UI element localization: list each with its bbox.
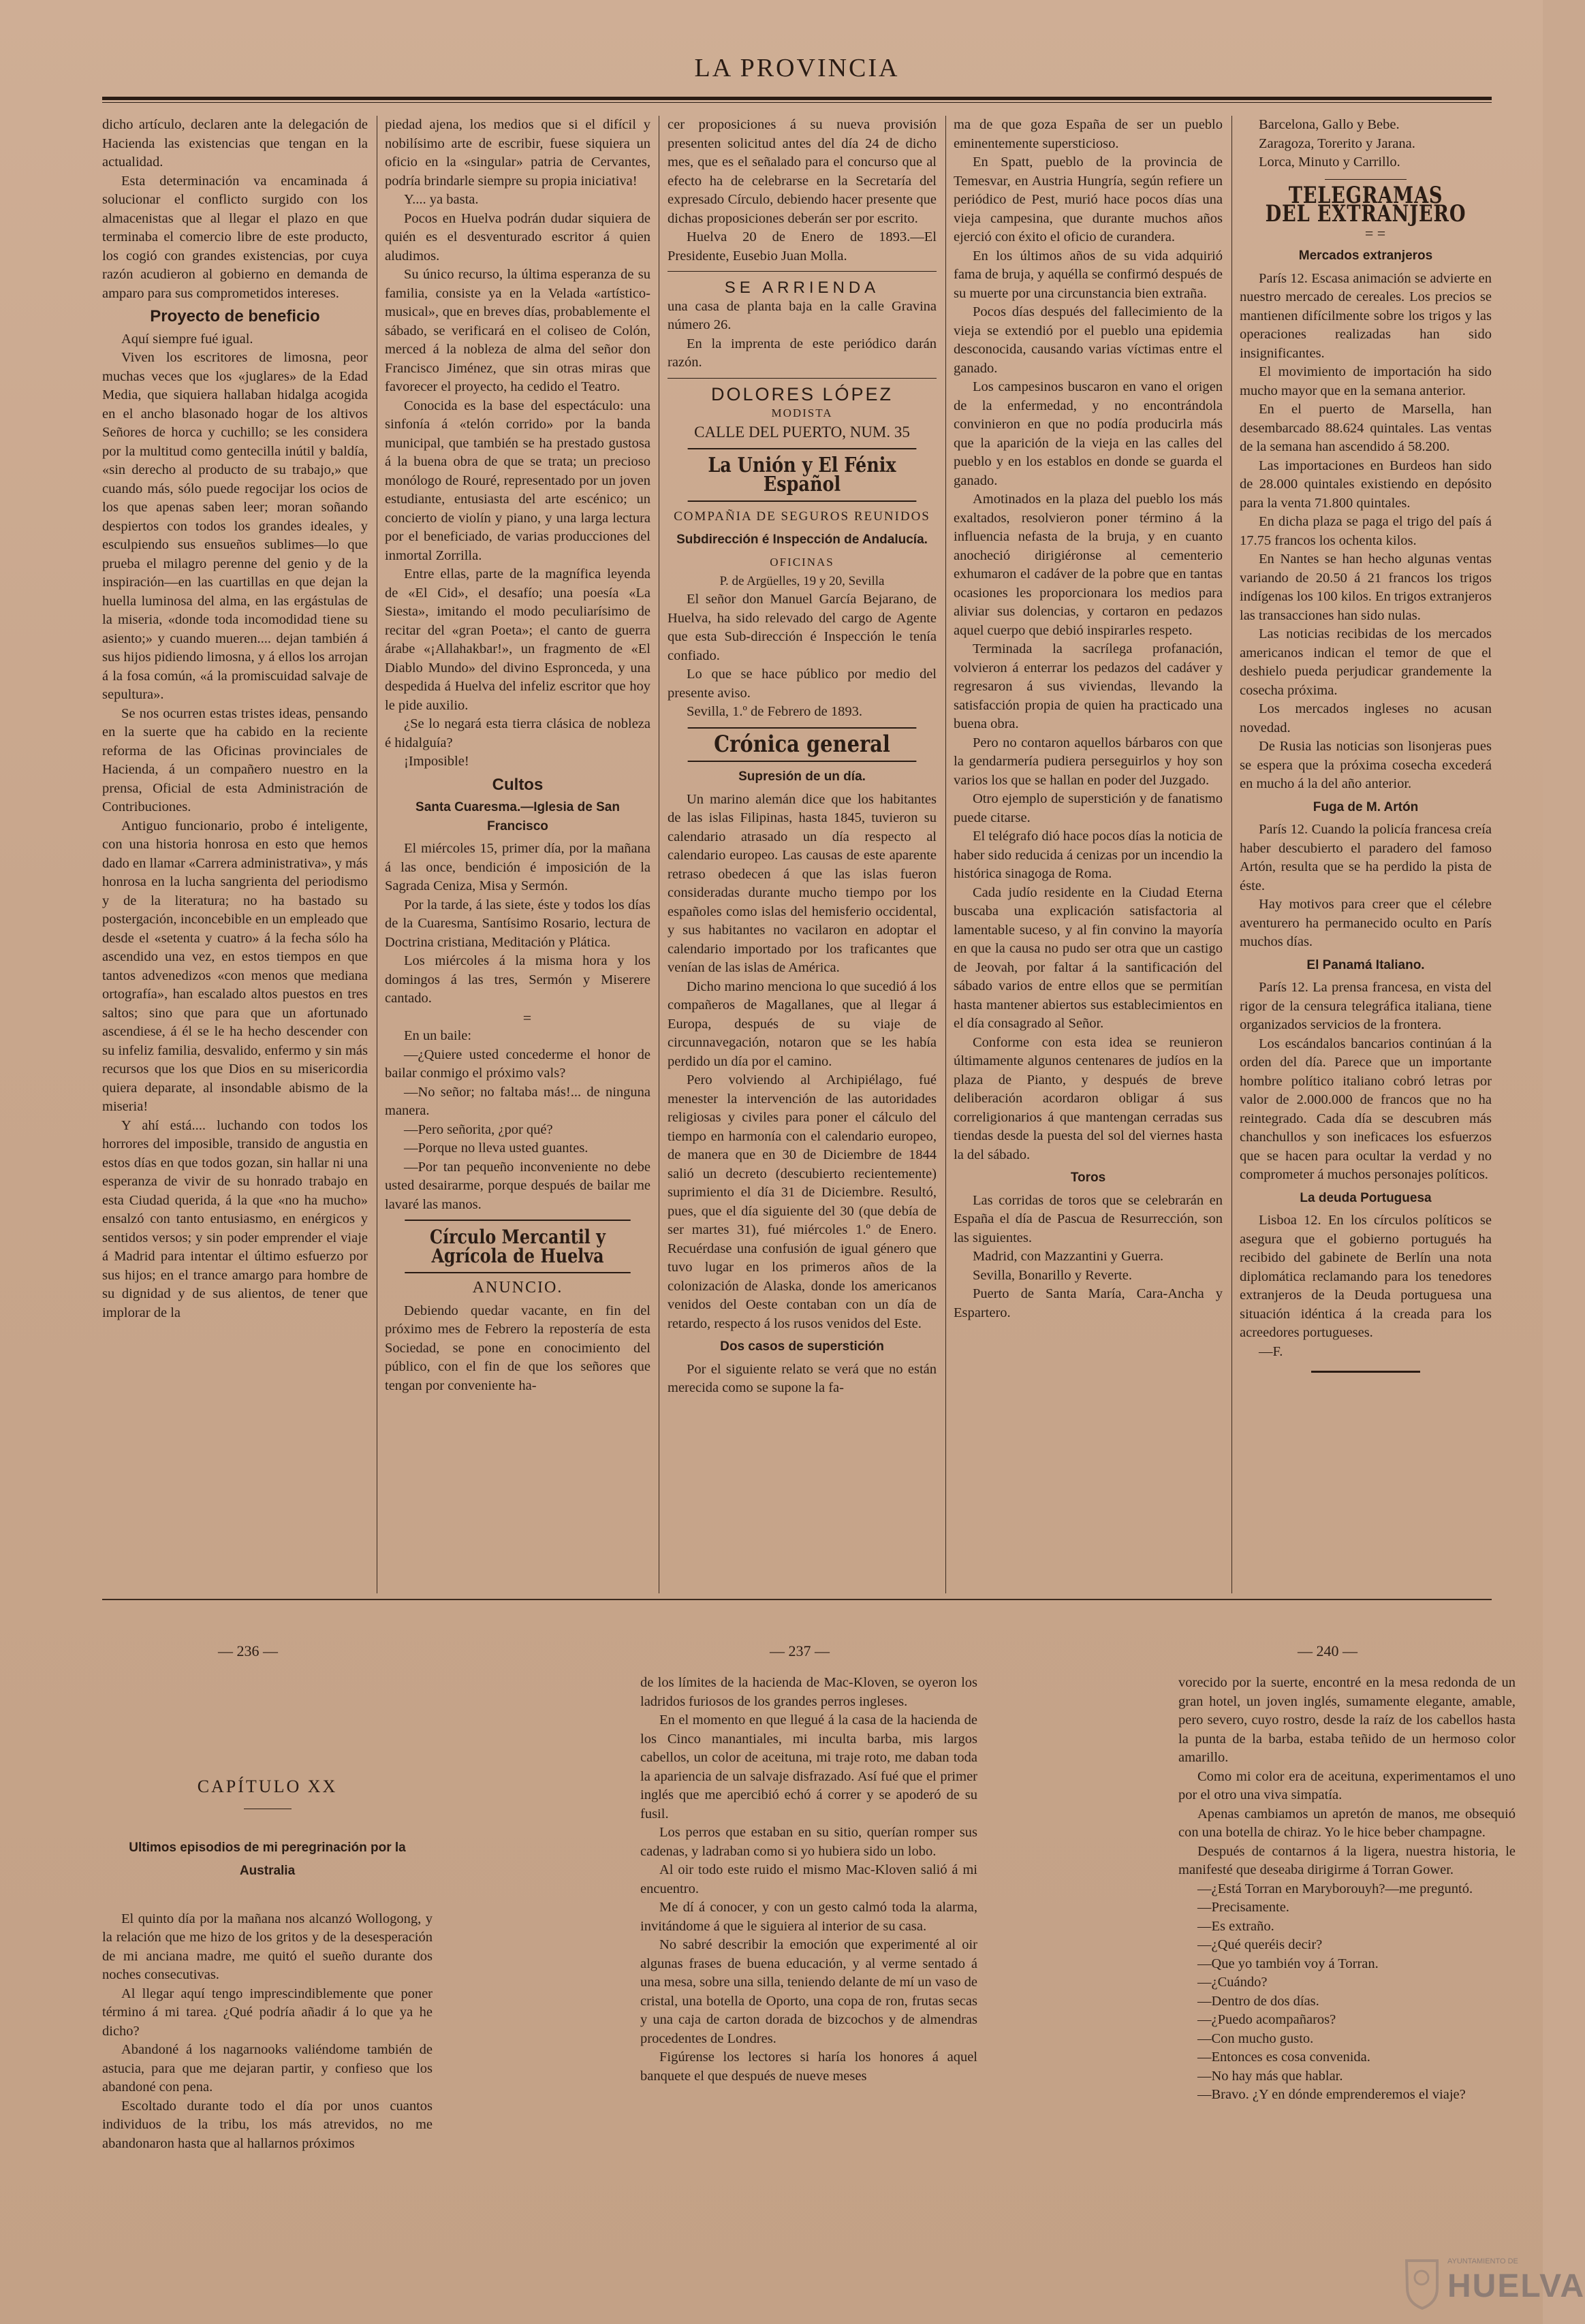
paragraph: Por la tarde, á las siete, éste y todos los días de la Cuaresma, Santísimo Rosario, lectura de Doctrina cristiana, Meditación y Plática. — [385, 897, 650, 950]
masthead-rule — [102, 97, 1492, 100]
divider — [1325, 179, 1407, 180]
serial-column-left — [102, 1668, 433, 2281]
signature: —F. — [1259, 1343, 1283, 1359]
column-4 — [954, 116, 1223, 1593]
section-banner: Círculo Mercantil y Agrícola de Huelva — [405, 1220, 631, 1273]
page-number: — 237 — — [770, 1642, 830, 1659]
column-3 — [668, 116, 937, 1593]
list-item: Madrid, con Mazzantini y Guerra. — [973, 1249, 1164, 1264]
ad-role: MODISTA — [771, 407, 833, 419]
paragraph: Como mi color era de aceituna, experimentamos el uno por el otro una viva simpatía. — [1178, 1768, 1516, 1802]
paragraph: Pocos en Huelva podrán dudar siquiera de quién es el desventurado escritor á quien aludimos. — [385, 210, 650, 264]
paragraph: Pero no contaron aquellos bárbaros con que la gendarmería pudiera perseguirlos y hoy son varios los que se hallan en poder del Juzgado. — [954, 735, 1223, 788]
dialogue-line: —Entonces es cosa convenida. — [1197, 2050, 1370, 2065]
sub-heading: Toros — [1070, 1171, 1106, 1185]
sub-heading: Santa Cuaresma.—Iglesia de San Francisco — [415, 800, 620, 833]
ad-name: DOLORES LÓPEZ — [710, 383, 894, 404]
paragraph: Apenas cambiamos un apretón de manos, me obsequió con una botella de chiraz. Yo le hice beber champagne. — [1178, 1806, 1516, 1840]
paragraph: una casa de planta baja en la calle Gravina número 26. — [668, 298, 937, 332]
paragraph: Los perros que estaban en su sitio, querían romper sus cadenas, y ladraban como si yo hubiera sido un lobo. — [640, 1825, 977, 1859]
paragraph: En la imprenta de este periódico darán razón. — [668, 336, 937, 370]
paragraph: Abandoné á los nagarnooks valiéndome también de astucia, para que me dejaran partir, y confieso que los abandoné con pena. — [102, 2042, 433, 2095]
watermark-small-text: AYUNTAMIENTO DE — [1447, 2257, 1518, 2265]
section-heading: ANUNCIO. — [472, 1279, 563, 1296]
section-banner: TELEGRAMAS DEL EXTRANJERO — [1265, 181, 1466, 227]
section-banner: Crónica general — [688, 727, 917, 763]
list-item: Puerto de Santa María, Cara-Ancha y Espartero. — [954, 1286, 1223, 1320]
sub-heading: Supresión de un día. — [738, 769, 866, 784]
column-1 — [102, 116, 368, 1593]
paragraph: Entre ellas, parte de la magnífica leyenda de «El Cid», el desafío; una poesía «La Siesta», imitando el modo peculiarísimo de recitar del «gran Poeta»; el canto de guerra árabe «¡Allahakbar!», un fragmento de «El Diablo Mundo» del divino Espronceda, y una despedida á Huelva del infeliz escritor que hoy le pide auxilio. — [385, 567, 650, 713]
paragraph: Figúrense los lectores si haría los honores á aquel banquete el que después de nueve meses — [640, 2050, 977, 2084]
paragraph: Los campesinos buscaron en vano el origen de la enfermedad, y no encontrándola convinieron en que no podía producirla más que la aparición de la vieja en las calles del pueblo y en los establos en donde se guarda el ganado. — [954, 379, 1223, 488]
paragraph: Esta determinación va encaminada á solucionar el conflicto surgido con los almacenistas que al llegar el plazo en que terminaba el comercio libre de este producto, los cogió con grandes existencias, por cuya razón acudieron al gobierno en demanda de amparo para sus comprometidos intereses. — [102, 173, 368, 301]
paragraph: Al llegar aquí tengo imprescindiblemente que poner término á mi tarea. ¿Qué podría añadir á lo que ya he dicho? — [102, 1986, 433, 2039]
paragraph: Pocos días después del fallecimiento de la vieja se extendió por el pueblo una epidemia desconocida, causando varias víctimas entre el ganado. — [954, 304, 1223, 376]
divider — [668, 378, 937, 379]
paragraph: Su único recurso, la última esperanza de su familia, consiste ya en la Velada «artístico-musical», que en breves días, probablemente el sábado, se verificará en el coliseo de Colón, merced á la nobleza de alma del señor don Francisco Jiménez, que sin otras miras que favorecer el proyecto, ha cedido el Teatro. — [385, 267, 650, 394]
divider — [1311, 1371, 1420, 1373]
paragraph: En Nantes se han hecho algunas ventas variando de 20.50 á 21 francos los trigos indígenas los 100 kilos. En trigos extranjeros las transacciones han sido nulas. — [1240, 552, 1492, 623]
sub-heading: Fuga de M. Artón — [1313, 799, 1419, 814]
watermark-text: HUELVA — [1447, 2268, 1585, 2304]
chapter-heading: Ultimos episodios de mi peregrinación por la Australia — [129, 1840, 406, 1878]
paragraph: Amotinados en la plaza del pueblo los más exaltados, resolvieron poner término á la influencia nefasta de la bruja, y en cuanto anocheció dirigiéronse al cementerio exhumaron el cadáver de la pobre que en tantas ocasiones les proporcionara los medios para aliviar sus dolencias, y cortaron en pedazos aquel cuerpo que debió inspirarles respeto. — [954, 492, 1223, 638]
paragraph: cer proposiciones á su nueva provisión presenten solicitud antes del día 24 de dicho mes, que es el señalado para el concurso que al efecto ha de celebrarse en la Secretaría del expresado Círculo, debiendo hacer presente que dichas proposiciones deberán ser por escrito. — [668, 117, 937, 226]
paragraph: —Porque no lleva usted guantes. — [404, 1141, 589, 1156]
page-number: — 236 — — [218, 1642, 278, 1659]
ad-address: CALLE DEL PUERTO, NUM. 35 — [694, 423, 910, 441]
paragraph: —Por tan pequeño inconveniente no debe usted desairarme, porque después de bailar me lavaré las manos. — [385, 1159, 650, 1212]
paragraph: En Spatt, pueblo de la provincia de Temesvar, en Austria Hungría, según refiere un periódico de Pest, murió hace pocos días una vieja campesina, que durante muchos años ejerció con éxito el oficio de curandera. — [954, 155, 1223, 244]
paragraph: de los límites de la hacienda de Mac-Kloven, se oyeron los ladridos furiosos de los grandes perros ingleses. — [640, 1675, 977, 1709]
masthead-rule-thin — [102, 102, 1492, 103]
paragraph: Y.... ya basta. — [404, 192, 479, 207]
paragraph: Huelva 20 de Enero de 1893.—El Presidente, Eusebio Juan Molla. — [668, 229, 937, 264]
sub-heading: Subdirección é Inspección de Andalucía. — [676, 532, 928, 547]
ad-title: SE ARRIENDA — [724, 278, 880, 297]
paragraph: ¿Se lo negará esta tierra clásica de nobleza é hidalguía? — [385, 716, 650, 750]
dialogue-line: —¿Puedo acompañaros? — [1197, 2012, 1336, 2027]
paragraph: Viven los escritores de limosna, peor muchas veces que los «juglares» de la Edad Media, que siquiera hallaban hidalga acogida en el ancho blasonado hogar de los altivos Señores de horca y cuchillo; se les considera por la multitud como gentecilla inútil y baldía, «sin derecho al producto de su trabajo,» que cuando más, sólo puede regocijar los ocios de los que apenas saben leer; moran soñando despiertos con todos los grandes ideales, y esculpiendo sus ensueños sublimes—lo que prueba el milagro perenne del genio y de la inspiración—en las cuartillas en que dejan la huella luminosa del alma, en las ergástulas de la miseria, «donde toda incomodidad tiene su asiento;» y cuando mueren.... dejan también á sus hijos pidiendo limosna, y á ellos los arrojan á la fosa común, «á la promiscuidad salvaje de sepultura». — [102, 350, 368, 702]
divider — [668, 271, 937, 272]
ad-line: P. de Argüelles, 19 y 20, Sevilla — [719, 573, 885, 588]
paragraph: Y ahí está.... luchando con todos los horrores del imposible, transido de angustia en estos días en que todos gozan, sin hallar ni una esperanza de vivir de su honrado trabajo en esta Ciudad querida, á la que «no ha mucho» ensalzó con tanto entusiasmo, en enérgicos y sentidos versos; y sin poder emprender el viaje á Madrid para intentar el último esfuerzo por sus hijos; en el trance amargo para hombre de su dignidad y de sus alientos, de tener que implorar de la — [102, 1117, 368, 1320]
list-item: Barcelona, Gallo y Bebe. — [1259, 117, 1400, 132]
paragraph: En el puerto de Marsella, han desembarcado 88.624 quintales. Las ventas de la semana han ascendido á 58.200. — [1240, 402, 1492, 454]
paragraph: Las importaciones en Burdeos han sido de 28.000 quintales existiendo en depósito para la venta 71.800 quintales. — [1240, 458, 1492, 511]
paragraph: Aquí siempre fué igual. — [121, 331, 253, 347]
masthead: LA PROVINCIA — [694, 54, 900, 82]
paragraph: El quinto día por la mañana nos alcanzó Wollogong, y la relación que me hizo de los gritos y de la desesperación de mi anciana madre, me quitó el sueño durante dos noches consecutivas. — [102, 1911, 433, 1982]
paragraph: Escoltado durante todo el día por unos cuantos individuos de la tribu, los más atrevidos, no me abandonaron hasta que al hallarnos próximos — [102, 2098, 433, 2151]
paragraph: Se nos ocurren estas tristes ideas, pensando en la suerte que ha cabido en la reciente reforma de las Oficinas provinciales de Hacienda, á un compañero nuestro en la prensa, Oficial de esta Administración de Contribuciones. — [102, 705, 368, 814]
sub-heading: El Panamá Italiano. — [1306, 957, 1425, 972]
dialogue-line: —Bravo. ¿Y en dónde emprenderemos el viaje? — [1197, 2087, 1466, 2102]
list-item: Zaragoza, Torerito y Jarana. — [1259, 136, 1415, 151]
serial-column-right — [1178, 1674, 1516, 2287]
page-number: — 240 — — [1298, 1642, 1358, 1659]
paragraph: Otro ejemplo de superstición y de fanatismo puede citarse. — [954, 791, 1223, 825]
paragraph: Los escándalos bancarios continúan á la orden del día. Parece que un importante hombre político italiano cobró letras por valor de 2.000.000 de francos que no ha reintegrado. Cada día se descubren más chanchullos y son ineficaces los esfuerzos que se hacen para ocultar la verdad y no comprometer á muchos personajes políticos. — [1240, 1036, 1492, 1182]
paragraph: París 12. Escasa animación se advierte en nuestro mercado de cereales. Los precios se mantienen difícilmente sobre los trigos y las operaciones realizadas han sido insignificantes. — [1240, 270, 1492, 361]
paragraph: París 12. La prensa francesa, en vista del rigor de la censura telegráfica italiana, tiene organizados servicios de la frontera. — [1240, 980, 1492, 1032]
ad-line: OFICINAS — [770, 556, 834, 569]
paragraph: —¿Quiere usted concederme el honor de bailar conmigo el próximo vals? — [385, 1047, 650, 1081]
list-item: Sevilla, Bonarillo y Reverte. — [973, 1267, 1132, 1283]
sub-heading: Mercados extranjeros — [1298, 249, 1433, 263]
paragraph: En un baile: — [404, 1028, 472, 1043]
paragraph: Los miércoles á la misma hora y los domingos á las tres, Sermón y Miserere cantado. — [385, 953, 650, 1006]
paragraph: Conocida es la base del espectáculo: una sinfonía á «telón corrido» por la banda municipal, que también se ha prestado gustosa á la buena obra de que se trata; un precioso monólogo de Rouré, representado por un joven estudiante, entusiasta del arte escénico; un concierto de violín y piano, y una larga lectura por el beneficiado, de varias producciones del inmortal Zorrilla. — [385, 398, 650, 563]
paragraph: Conforme con esta idea se reunieron últimamente algunos centenares de judíos en la plaza de Pianto, y después de breve deliberación acordaron obligar á sus correligionarios á que mantengan cerradas sus tiendas desde la puesta del sol del viernes hasta la del sábado. — [954, 1034, 1223, 1162]
paragraph: Después de contarnos á la ligera, nuestra historia, le manifesté que deseaba dirigirme á Torran Gower. — [1178, 1843, 1516, 1877]
paragraph: De Rusia las noticias son lisonjeras pues se espera que la próxima cosecha excederá en mucho á la del año anterior. — [1240, 739, 1492, 791]
paragraph: Lisboa 12. En los círculos políticos se asegura que el gobierno portugués ha recibido del gabinete de Berlín una nota diplomática reclamando para los tenedores extranjeros de la Deuda portuguesa una situación idéntica á la creada para los acreedores portugueses. — [1240, 1213, 1492, 1340]
paragraph: Un marino alemán dice que los habitantes de las islas Filipinas, hasta 1845, tuvieron su calendario atrasado un día respecto al calendario europeo. Las causas de este aparente retraso obedecen á que las islas fueron consideradas durante mucho tiempo por los españoles como islas del hemisferio occidental, y sus habitantes no vacilaron en adoptar el calendario importado por los traficantes que venían de las islas de América. — [668, 791, 937, 975]
dialogue-line: —Con mucho gusto. — [1197, 2031, 1314, 2046]
paragraph: piedad ajena, los medios que si el difícil y nobilísimo arte de escribir, fuese siquiera un oficio en la «singular» patria de Cervantes, podría brindarle siempre su propia iniciativa! — [385, 117, 650, 189]
paragraph: —No señor; no faltaba más!... de ninguna manera. — [385, 1084, 650, 1118]
folletin-rule — [102, 1599, 1492, 1600]
dialogue-line: —¿Qué queréis decir? — [1197, 1937, 1323, 1952]
paragraph: Hay motivos para creer que el célebre aventurero ha permanecido oculto en París muchos días. — [1240, 897, 1492, 949]
dialogue-line: —Dentro de dos días. — [1197, 1993, 1319, 2009]
paragraph: Sevilla, 1.º de Febrero de 1893. — [687, 704, 862, 719]
paragraph: Debiendo quedar vacante, en fin del próximo mes de Febrero la repostería de esta Sociedad, se pone en conocimiento del público, con el fin de que los señores que tengan por conveniente ha- — [385, 1303, 650, 1393]
sub-heading: La deuda Portuguesa — [1300, 1190, 1432, 1205]
paragraph: En dicha plaza se paga el trigo del país á 17.75 francos los ochenta kilos. — [1240, 514, 1492, 548]
paragraph: El señor don Manuel García Bejarano, de Huelva, ha sido relevado del cargo de Agente que esta Sub-dirección é Inspección le tenía confiado. — [668, 592, 937, 663]
separator: = = — [1364, 224, 1386, 242]
dialogue-line: —Es extraño. — [1197, 1918, 1274, 1934]
paragraph: El miércoles 15, primer día, por la mañana á las once, bendición é imposición de la Sagrada Ceniza, Misa y Sermón. — [385, 841, 650, 893]
paragraph: Las noticias recibidas de los mercados americanos indican el temor de que el deshielo pueda perjudicar grandemente la cosecha próxima. — [1240, 626, 1492, 698]
paragraph: ¡Imposible! — [404, 754, 469, 769]
section-heading: Proyecto de beneficio — [150, 307, 320, 325]
column-2 — [385, 116, 650, 1593]
paragraph: No sabré describir la emoción que experimenté al oir algunas frases de buena educación, y al verme sentado á una mesa, sobre una silla, teniendo delante de mí un vaso de cristal, una botella de Oporto, una copa de ron, frutas secas y una caja de carton dorada de bizcochos y de almendras procedentes de Londres. — [640, 1937, 977, 2046]
paragraph: Pero volviendo al Archipiélago, fué menester la intervención de las autoridades religiosas y civiles para poner el cálculo del tiempo en harmonía con el calendario europeo, de manera que en 30 de Diciembre de 1844 salió un decreto (descubierto recientemente) suprimiento el día 31 de Diciembre. Resultó, pues, que el día siguiente del 30 (que debía de ser martes 31), fué miércoles 1.º de Enero. Recuérdase una confusión de igual género que tuvo lugar en los primeros años de la colonización de Alaska, donde los americanos venidos del Oeste contaban con un día de retardo, respecto á los rusos venidos del Este. — [668, 1072, 937, 1331]
paragraph: Antiguo funcionario, probo é inteligente, con una historia honrosa en esto que hemos dado en llamar «Carrera administrativa», y más honrosa en la lucha sangrienta del periodismo y de la literatura; no ha bastado su postergación, inconcebible en un empleado que desde el «setenta y cuatro» á la fecha sólo ha ascendido una vez, en estos tiempos en que tantos advenedizos «con menos que mediana ortografía», han escalado altos puestos en tres saltos; sino que para que un afortunado ascendiese, á él se le ha hecho descender con su infeliz familia, desvalido, enfermo y sin más recursos que los que Dios en su misericordia quiera deparate, al insondable abismo de la miseria! — [102, 818, 368, 1114]
section-heading: Cultos — [492, 775, 544, 794]
serial-column-middle — [640, 1674, 977, 2287]
paragraph: París 12. Cuando la policía francesa creía haber descubierto el paradero del famoso Artón, resulta que se ha perdido la pista de éste. — [1240, 822, 1492, 893]
paragraph: Cada judío residente en la Ciudad Eterna buscaba una explicación satisfactoria al lamentable suceso, y al fin convino la mayoría en que la causa no pudo ser otra que un castigo de Jeovah, por faltar á la santificación del sábado varios de entre ellos que se permitían hasta mantener abiertos sus establecimientos en el día consagrado al Señor. — [954, 885, 1223, 1031]
paragraph: El movimiento de importación ha sido mucho mayor que en la semana anterior. — [1240, 364, 1492, 398]
sub-heading: Dos casos de superstición — [720, 1339, 884, 1354]
paragraph: Dicho marino menciona lo que sucedió á los compañeros de Magallanes, que al llegar á Europa, después de su viaje de circunnavegación, notaron que se les había perdido un día por el camino. — [668, 978, 937, 1069]
paragraph: Los mercados ingleses no acusan novedad. — [1240, 701, 1492, 735]
paragraph: Al oir todo este ruido el mismo Mac-Kloven salió á mi encuentro. — [640, 1862, 977, 1896]
dialogue-line: —Que yo también voy á Torran. — [1197, 1956, 1379, 1971]
paragraph: dicho artículo, declaren ante la delegación de Hacienda las existencias que tengan en la actualidad. — [102, 117, 368, 170]
paragraph: El telégrafo dió hace pocos días la noticia de haber sido reducida á cenizas por un incendio la histórica sinagoga de Roma. — [954, 829, 1223, 881]
list-item: Lorca, Minuto y Carrillo. — [1259, 155, 1400, 170]
dialogue-line: —No hay más que hablar. — [1197, 2068, 1343, 2084]
column-divider — [1231, 116, 1232, 1593]
separator: = — [522, 1008, 532, 1026]
chapter-title: CAPÍTULO XX — [197, 1777, 338, 1796]
column-5 — [1240, 116, 1492, 1593]
dialogue-line: —Precisamente. — [1197, 1900, 1289, 1915]
paragraph: —Pero señorita, ¿por qué? — [404, 1121, 553, 1137]
paragraph: ma de que goza España de ser un pueblo eminentemente supersticioso. — [954, 117, 1223, 151]
paragraph: En los últimos años de su vida adquirió fama de bruja, y aquélla se confirmó después de su muerte por una circunstancia bien extraña. — [954, 248, 1223, 301]
paragraph: Las corridas de toros que se celebrarán en España el día de Pascua de Resurrección, son las siguientes. — [954, 1192, 1223, 1245]
ad-line: COMPAÑIA DE SEGUROS REUNIDOS — [674, 509, 930, 524]
dialogue-line: —¿Cuándo? — [1197, 1975, 1268, 1990]
paragraph: En el momento en que llegué á la casa de la hacienda de los Cinco manantiales, mi inculta barba, mis largos cabellos, un color de aceituna, mi traje roto, me daban toda la apariencia de un salvaje disfrazado. Así fué que el primer inglés que me apercibió echó á correr y se apoderó de su fusil. — [640, 1713, 977, 1821]
paragraph: Por el siguiente relato se verá que no están merecida como se supone la fa- — [668, 1361, 937, 1395]
section-banner: La Unión y El Fénix Español — [688, 448, 917, 502]
paragraph: —¿Está Torran en Maryborouyh?—me preguntó. — [1197, 1881, 1473, 1896]
paragraph: vorecido por la suerte, encontré en la mesa redonda de un gran hotel, un joven inglés, sumamente elegante, amable, pero severo, cuyo rostro, desde la raíz de los cabellos hasta la punta de la barba, estaba teñido de un hermoso color amarillo. — [1178, 1675, 1516, 1765]
paragraph: Lo que se hace público por medio del presente aviso. — [668, 667, 937, 701]
paragraph: Me dí á conocer, y con un gesto calmó toda la alarma, invitándome á que le siguiera al interior de su casa. — [640, 1900, 977, 1934]
paragraph: Terminada la sacrílega profanación, volvieron á enterrar los pedazos del cadáver y regresaron á sus viviendas, llevando la satisfacción propia de quien ha practicado una buena obra. — [954, 641, 1223, 731]
column-divider — [945, 116, 946, 1593]
